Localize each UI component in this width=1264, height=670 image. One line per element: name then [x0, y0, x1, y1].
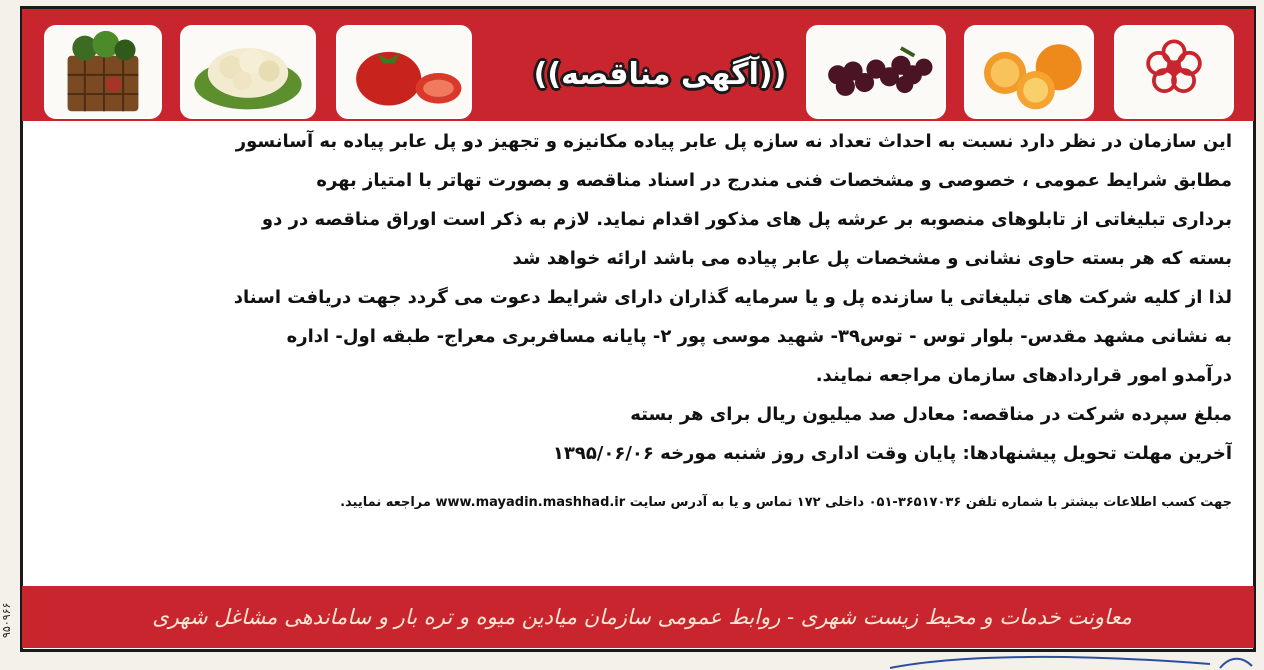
- paragraph-line: برداری تبلیغاتی از تابلوهای منصوبه بر عرشه پل های مذکور اقدام نماید. لازم به ذکر است اوراق مناقصه در دو: [261, 209, 1232, 230]
- paragraph-line: این سازمان در نظر دارد نسبت به احداث تعداد نه سازه پل عابر پیاده مکانیزه و تجهیز دو پل عابر پیاده به آسانسور: [235, 131, 1232, 152]
- ad-title: ((آگهی مناقصه)): [533, 56, 787, 92]
- contact-info: جهت کسب اطلاعات بیشتر با شماره تلفن ۳۶۵۱۷۰۳۶-۰۵۱ داخلی ۱۷۲ تماس و یا به آدرس سایت www.mayadin.mashhad.ir مراجعه نمایید.: [340, 495, 1232, 509]
- grapes-icon: [806, 25, 946, 119]
- tender-body: [22, 122, 1232, 509]
- paragraph-line: لذا از کلیه شرکت های تبلیغاتی یا سازنده پل و یا سرمایه گذاران دارای شرایط دعوت می گردد جهت دریافت اسناد: [233, 287, 1232, 308]
- municipality-logo-icon: [1114, 25, 1234, 119]
- cauliflower-icon: [180, 25, 316, 119]
- paragraph-line: درآمدو امور قراردادهای سازمان مراجعه نمایند.: [815, 365, 1232, 386]
- paragraph-line: به نشانی مشهد مقدس- بلوار توس - توس۳۹- شهید موسی پور ۲- پایانه مسافربری معراج- طبقه اول- اداره: [286, 326, 1232, 347]
- paragraph-line: بسته که هر بسته حاوی نشانی و مشخصات پل عابر پیاده می باشد ارائه خواهد شد: [512, 248, 1232, 269]
- produce-basket-icon: [44, 25, 162, 119]
- ad-code: ۹۵۰۹۶۶: [0, 602, 13, 638]
- submission-deadline: آخرین مهلت تحویل پیشنهادها: پایان وقت اداری روز شنبه مورخه ۱۳۹۵/۰۶/۰۶: [552, 443, 1232, 464]
- tomato-icon: [336, 25, 472, 119]
- deposit-amount: مبلغ سپرده شرکت در مناقصه: معادل صد میلیون ریال برای هر بسته: [630, 404, 1232, 425]
- footer-band: [22, 586, 1254, 648]
- orange-icon: [964, 25, 1094, 119]
- paragraph-line: مطابق شرایط عمومی ، خصوصی و مشخصات فنی مندرج در اسناد مناقصه و بصورت تهاتر با امتیاز بهره: [316, 170, 1232, 191]
- footer-text: معاونت خدمات و محیط زیست شهری - روابط عمومی سازمان میادین میوه و تره بار و ساماندهی مشاغل شهری: [152, 605, 1132, 629]
- header-band: [22, 9, 1254, 121]
- scribble-mark: [880, 652, 1264, 670]
